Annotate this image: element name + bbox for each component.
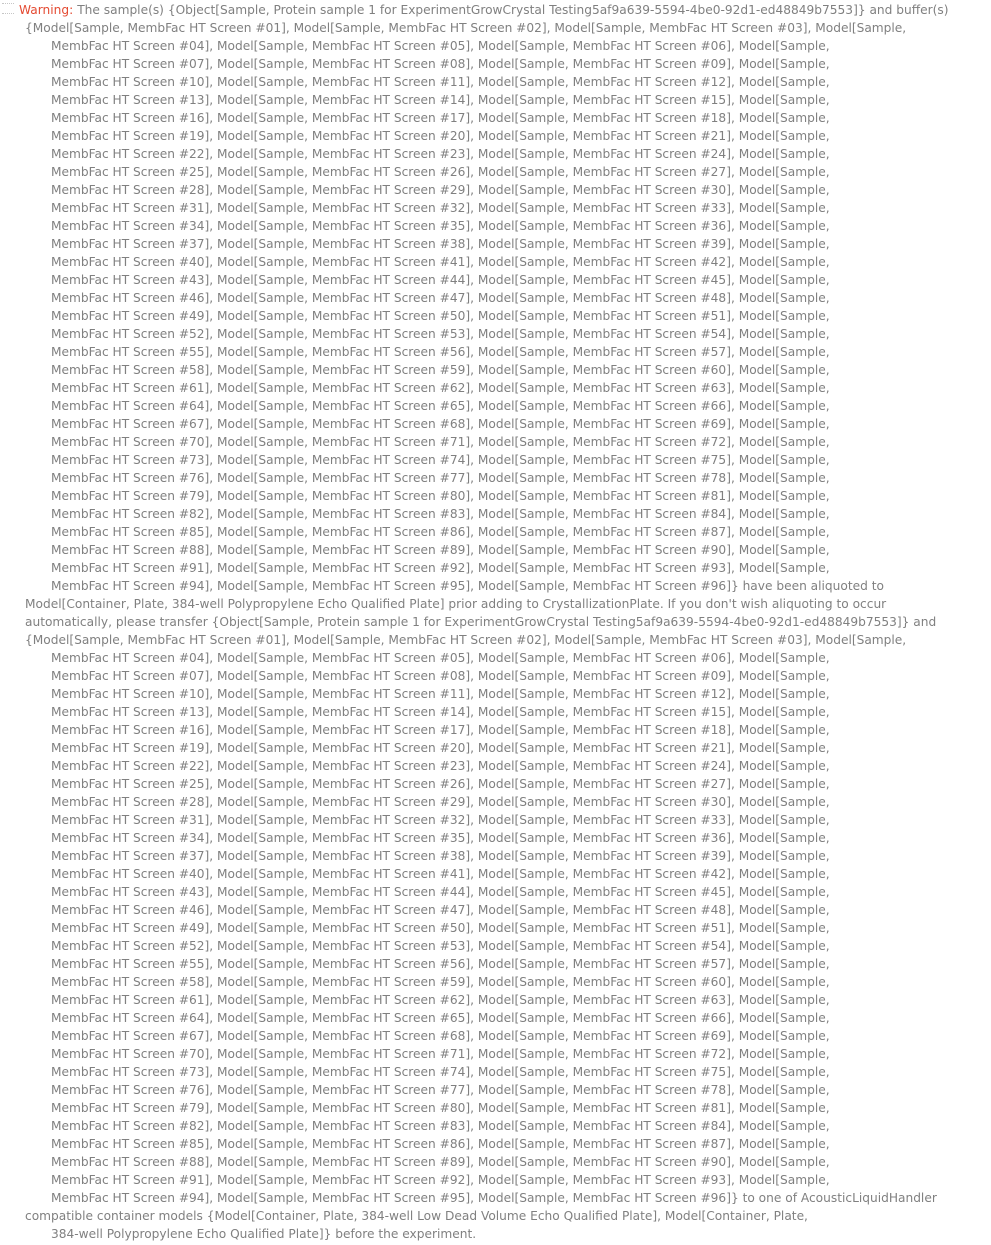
buffer-model-list: {Model[Sample, MembFac HT Screen #01], Model[Sample, MembFac HT Screen #02], Model[Sample, MembFac HT Screen #03], Model[Sample,	[25, 633, 907, 647]
buffer-model-list: MembFac HT Screen #22], Model[Sample, MembFac HT Screen #23], Model[Sample, MembFac HT Screen #24], Model[Sample,	[51, 759, 830, 773]
message-text: prior adding to CrystallizationPlate. If you don't wish aliquoting to occur	[444, 597, 887, 611]
buffer-models-line	[51, 1027, 830, 1045]
buffer-models-line	[51, 1063, 830, 1081]
message-line	[25, 1207, 808, 1225]
buffer-models-line	[51, 847, 830, 865]
buffer-models-line	[51, 1117, 830, 1135]
buffer-model-list: MembFac HT Screen #37], Model[Sample, MembFac HT Screen #38], Model[Sample, MembFac HT Screen #39], Model[Sample,	[51, 237, 830, 251]
buffer-model-list: MembFac HT Screen #19], Model[Sample, MembFac HT Screen #20], Model[Sample, MembFac HT Screen #21], Model[Sample,	[51, 129, 830, 143]
buffer-models-line	[51, 865, 830, 883]
buffer-model-list: MembFac HT Screen #91], Model[Sample, MembFac HT Screen #92], Model[Sample, MembFac HT Screen #93], Model[Sample,	[51, 561, 830, 575]
buffer-model-list: MembFac HT Screen #79], Model[Sample, MembFac HT Screen #80], Model[Sample, MembFac HT Screen #81], Model[Sample,	[51, 489, 830, 503]
buffer-model-list: MembFac HT Screen #13], Model[Sample, MembFac HT Screen #14], Model[Sample, MembFac HT Screen #15], Model[Sample,	[51, 93, 830, 107]
buffer-models-line	[51, 361, 830, 379]
buffer-models-line	[51, 739, 830, 757]
buffer-model-list: MembFac HT Screen #52], Model[Sample, MembFac HT Screen #53], Model[Sample, MembFac HT Screen #54], Model[Sample,	[51, 939, 830, 953]
buffer-models-line	[51, 217, 830, 235]
buffer-models-line	[51, 1009, 830, 1027]
buffer-models-line	[51, 721, 830, 739]
buffer-models-line	[51, 973, 830, 991]
buffer-models-line	[51, 757, 830, 775]
buffer-model-list: MembFac HT Screen #43], Model[Sample, MembFac HT Screen #44], Model[Sample, MembFac HT Screen #45], Model[Sample,	[51, 273, 830, 287]
message-text: automatically, please transfer	[25, 615, 212, 629]
compatible-container-models: {Model[Container, Plate, 384-well Low Dead Volume Echo Qualified Plate], Model[Container, Plate,	[206, 1209, 808, 1223]
buffer-models-line	[51, 703, 830, 721]
message-line	[25, 595, 886, 613]
buffer-model-list: MembFac HT Screen #61], Model[Sample, MembFac HT Screen #62], Model[Sample, MembFac HT Screen #63], Model[Sample,	[51, 993, 830, 1007]
buffer-model-list: MembFac HT Screen #94], Model[Sample, MembFac HT Screen #95], Model[Sample, MembFac HT Screen #96]}	[51, 579, 739, 593]
buffer-models-line	[51, 235, 830, 253]
buffer-model-list: MembFac HT Screen #61], Model[Sample, MembFac HT Screen #62], Model[Sample, MembFac HT Screen #63], Model[Sample,	[51, 381, 830, 395]
buffer-model-list: MembFac HT Screen #10], Model[Sample, MembFac HT Screen #11], Model[Sample, MembFac HT Screen #12], Model[Sample,	[51, 75, 830, 89]
buffer-model-list: MembFac HT Screen #25], Model[Sample, MembFac HT Screen #26], Model[Sample, MembFac HT Screen #27], Model[Sample,	[51, 165, 830, 179]
buffer-models-line	[51, 415, 830, 433]
buffer-model-list: MembFac HT Screen #28], Model[Sample, MembFac HT Screen #29], Model[Sample, MembFac HT Screen #30], Model[Sample,	[51, 183, 830, 197]
buffer-models-line	[51, 487, 830, 505]
buffer-models-line	[51, 811, 830, 829]
buffer-models-line	[25, 19, 906, 37]
buffer-model-list: MembFac HT Screen #07], Model[Sample, MembFac HT Screen #08], Model[Sample, MembFac HT Screen #09], Model[Sample,	[51, 57, 830, 71]
buffer-model-list: MembFac HT Screen #22], Model[Sample, MembFac HT Screen #23], Model[Sample, MembFac HT Screen #24], Model[Sample,	[51, 147, 830, 161]
buffer-model-list: MembFac HT Screen #37], Model[Sample, MembFac HT Screen #38], Model[Sample, MembFac HT Screen #39], Model[Sample,	[51, 849, 830, 863]
buffer-models-line	[51, 937, 830, 955]
buffer-models-line	[51, 181, 830, 199]
buffer-models-line	[51, 523, 830, 541]
aliquot-container-model: Model[Container, Plate, 384-well Polypropylene Echo Qualified Plate]	[25, 597, 445, 611]
buffer-models-line	[51, 271, 830, 289]
buffer-model-list: MembFac HT Screen #64], Model[Sample, MembFac HT Screen #65], Model[Sample, MembFac HT Screen #66], Model[Sample,	[51, 399, 830, 413]
buffer-models-line	[51, 919, 830, 937]
buffer-model-list: MembFac HT Screen #64], Model[Sample, MembFac HT Screen #65], Model[Sample, MembFac HT Screen #66], Model[Sample,	[51, 1011, 830, 1025]
buffer-model-list: MembFac HT Screen #49], Model[Sample, MembFac HT Screen #50], Model[Sample, MembFac HT Screen #51], Model[Sample,	[51, 921, 830, 935]
buffer-model-list: MembFac HT Screen #31], Model[Sample, MembFac HT Screen #32], Model[Sample, MembFac HT Screen #33], Model[Sample,	[51, 813, 830, 827]
buffer-model-list: MembFac HT Screen #88], Model[Sample, MembFac HT Screen #89], Model[Sample, MembFac HT Screen #90], Model[Sample,	[51, 1155, 830, 1169]
buffer-models-line	[25, 631, 906, 649]
protein-sample-object: {Object[Sample, Protein sample 1 for ExperimentGrowCrystal Testing5af9a639-5594-4be0-92d1-ed48849b7553]}	[211, 615, 910, 629]
buffer-models-line	[51, 1153, 830, 1171]
buffer-models-line	[51, 883, 830, 901]
buffer-models-line	[51, 775, 830, 793]
message-text: compatible container models	[25, 1209, 207, 1223]
buffer-models-line	[51, 1135, 830, 1153]
buffer-model-list: MembFac HT Screen #49], Model[Sample, MembFac HT Screen #50], Model[Sample, MembFac HT Screen #51], Model[Sample,	[51, 309, 830, 323]
buffer-model-list: MembFac HT Screen #40], Model[Sample, MembFac HT Screen #41], Model[Sample, MembFac HT Screen #42], Model[Sample,	[51, 255, 830, 269]
buffer-model-list: MembFac HT Screen #16], Model[Sample, MembFac HT Screen #17], Model[Sample, MembFac HT Screen #18], Model[Sample,	[51, 111, 830, 125]
buffer-models-line	[51, 91, 830, 109]
buffer-models-line	[51, 955, 830, 973]
compatible-container-models: 384-well Polypropylene Echo Qualified Plate]}	[51, 1227, 332, 1241]
buffer-model-list: MembFac HT Screen #70], Model[Sample, MembFac HT Screen #71], Model[Sample, MembFac HT Screen #72], Model[Sample,	[51, 1047, 830, 1061]
buffer-models-line	[51, 901, 830, 919]
buffer-model-list: MembFac HT Screen #67], Model[Sample, MembFac HT Screen #68], Model[Sample, MembFac HT Screen #69], Model[Sample,	[51, 417, 830, 431]
buffer-models-line	[51, 1045, 830, 1063]
buffer-model-list: MembFac HT Screen #58], Model[Sample, MembFac HT Screen #59], Model[Sample, MembFac HT Screen #60], Model[Sample,	[51, 363, 830, 377]
buffer-model-list: MembFac HT Screen #52], Model[Sample, MembFac HT Screen #53], Model[Sample, MembFac HT Screen #54], Model[Sample,	[51, 327, 830, 341]
buffer-model-list: MembFac HT Screen #40], Model[Sample, MembFac HT Screen #41], Model[Sample, MembFac HT Screen #42], Model[Sample,	[51, 867, 830, 881]
buffer-models-line	[51, 253, 830, 271]
buffer-model-list: MembFac HT Screen #79], Model[Sample, MembFac HT Screen #80], Model[Sample, MembFac HT Screen #81], Model[Sample,	[51, 1101, 830, 1115]
message-text: to one of AcousticLiquidHandler	[738, 1191, 937, 1205]
warning-label: Warning:	[19, 3, 74, 17]
buffer-models-line	[51, 793, 830, 811]
buffer-model-list: MembFac HT Screen #07], Model[Sample, MembFac HT Screen #08], Model[Sample, MembFac HT Screen #09], Model[Sample,	[51, 669, 830, 683]
message-text: have been aliquoted to	[738, 579, 884, 593]
buffer-model-list: MembFac HT Screen #88], Model[Sample, MembFac HT Screen #89], Model[Sample, MembFac HT Screen #90], Model[Sample,	[51, 543, 830, 557]
buffer-model-list: MembFac HT Screen #31], Model[Sample, MembFac HT Screen #32], Model[Sample, MembFac HT Screen #33], Model[Sample,	[51, 201, 830, 215]
buffer-models-line	[51, 685, 830, 703]
buffer-model-list: MembFac HT Screen #85], Model[Sample, MembFac HT Screen #86], Model[Sample, MembFac HT Screen #87], Model[Sample,	[51, 525, 830, 539]
buffer-model-list: MembFac HT Screen #46], Model[Sample, MembFac HT Screen #47], Model[Sample, MembFac HT Screen #48], Model[Sample,	[51, 903, 830, 917]
buffer-model-list: MembFac HT Screen #25], Model[Sample, MembFac HT Screen #26], Model[Sample, MembFac HT Screen #27], Model[Sample,	[51, 777, 830, 791]
buffer-models-line	[51, 829, 830, 847]
buffer-model-list: MembFac HT Screen #34], Model[Sample, MembFac HT Screen #35], Model[Sample, MembFac HT Screen #36], Model[Sample,	[51, 219, 830, 233]
message-text: and	[909, 615, 937, 629]
buffer-model-list: MembFac HT Screen #34], Model[Sample, MembFac HT Screen #35], Model[Sample, MembFac HT Screen #36], Model[Sample,	[51, 831, 830, 845]
buffer-model-list: MembFac HT Screen #28], Model[Sample, MembFac HT Screen #29], Model[Sample, MembFac HT Screen #30], Model[Sample,	[51, 795, 830, 809]
buffer-model-list: MembFac HT Screen #19], Model[Sample, MembFac HT Screen #20], Model[Sample, MembFac HT Screen #21], Model[Sample,	[51, 741, 830, 755]
buffer-model-list: {Model[Sample, MembFac HT Screen #01], Model[Sample, MembFac HT Screen #02], Model[Sample, MembFac HT Screen #03], Model[Sample,	[25, 21, 907, 35]
buffer-model-list: MembFac HT Screen #04], Model[Sample, MembFac HT Screen #05], Model[Sample, MembFac HT Screen #06], Model[Sample,	[51, 39, 830, 53]
buffer-models-line	[51, 577, 884, 595]
buffer-models-line	[51, 73, 830, 91]
buffer-model-list: MembFac HT Screen #46], Model[Sample, MembFac HT Screen #47], Model[Sample, MembFac HT Screen #48], Model[Sample,	[51, 291, 830, 305]
buffer-models-line	[51, 109, 830, 127]
buffer-models-line	[51, 559, 830, 577]
buffer-models-line	[51, 1189, 937, 1207]
buffer-models-line	[51, 289, 830, 307]
buffer-model-list: MembFac HT Screen #94], Model[Sample, MembFac HT Screen #95], Model[Sample, MembFac HT Screen #96]}	[51, 1191, 739, 1205]
buffer-model-list: MembFac HT Screen #76], Model[Sample, MembFac HT Screen #77], Model[Sample, MembFac HT Screen #78], Model[Sample,	[51, 471, 830, 485]
buffer-model-list: MembFac HT Screen #43], Model[Sample, MembFac HT Screen #44], Model[Sample, MembFac HT Screen #45], Model[Sample,	[51, 885, 830, 899]
buffer-models-line	[51, 1099, 830, 1117]
buffer-model-list: MembFac HT Screen #82], Model[Sample, MembFac HT Screen #83], Model[Sample, MembFac HT Screen #84], Model[Sample,	[51, 1119, 830, 1133]
message-line	[25, 613, 936, 631]
buffer-model-list: MembFac HT Screen #10], Model[Sample, MembFac HT Screen #11], Model[Sample, MembFac HT Screen #12], Model[Sample,	[51, 687, 830, 701]
buffer-models-line	[51, 667, 830, 685]
buffer-model-list: MembFac HT Screen #76], Model[Sample, MembFac HT Screen #77], Model[Sample, MembFac HT Screen #78], Model[Sample,	[51, 1083, 830, 1097]
message-text: and buffer(s)	[865, 3, 949, 17]
buffer-models-line	[51, 451, 830, 469]
buffer-models-line	[51, 127, 830, 145]
buffer-models-line	[51, 37, 830, 55]
buffer-models-line	[51, 343, 830, 361]
buffer-models-line	[51, 163, 830, 181]
buffer-models-line	[51, 505, 830, 523]
buffer-model-list: MembFac HT Screen #70], Model[Sample, MembFac HT Screen #71], Model[Sample, MembFac HT Screen #72], Model[Sample,	[51, 435, 830, 449]
buffer-models-line	[51, 649, 830, 667]
buffer-model-list: MembFac HT Screen #55], Model[Sample, MembFac HT Screen #56], Model[Sample, MembFac HT Screen #57], Model[Sample,	[51, 957, 830, 971]
buffer-model-list: MembFac HT Screen #16], Model[Sample, MembFac HT Screen #17], Model[Sample, MembFac HT Screen #18], Model[Sample,	[51, 723, 830, 737]
buffer-models-line	[51, 541, 830, 559]
buffer-models-line	[51, 1171, 830, 1189]
buffer-model-list: MembFac HT Screen #73], Model[Sample, MembFac HT Screen #74], Model[Sample, MembFac HT Screen #75], Model[Sample,	[51, 1065, 830, 1079]
buffer-models-line	[51, 433, 830, 451]
buffer-model-list: MembFac HT Screen #85], Model[Sample, MembFac HT Screen #86], Model[Sample, MembFac HT Screen #87], Model[Sample,	[51, 1137, 830, 1151]
buffer-model-list: MembFac HT Screen #04], Model[Sample, MembFac HT Screen #05], Model[Sample, MembFac HT Screen #06], Model[Sample,	[51, 651, 830, 665]
buffer-models-line	[51, 145, 830, 163]
buffer-model-list: MembFac HT Screen #91], Model[Sample, MembFac HT Screen #92], Model[Sample, MembFac HT Screen #93], Model[Sample,	[51, 1173, 830, 1187]
buffer-models-line	[51, 379, 830, 397]
buffer-model-list: MembFac HT Screen #55], Model[Sample, MembFac HT Screen #56], Model[Sample, MembFac HT Screen #57], Model[Sample,	[51, 345, 830, 359]
buffer-models-line	[51, 469, 830, 487]
buffer-models-line	[51, 199, 830, 217]
buffer-models-line	[51, 1081, 830, 1099]
buffer-model-list: MembFac HT Screen #58], Model[Sample, MembFac HT Screen #59], Model[Sample, MembFac HT Screen #60], Model[Sample,	[51, 975, 830, 989]
buffer-models-line	[51, 307, 830, 325]
buffer-model-list: MembFac HT Screen #73], Model[Sample, MembFac HT Screen #74], Model[Sample, MembFac HT Screen #75], Model[Sample,	[51, 453, 830, 467]
cell-bracket-icon	[2, 3, 14, 14]
message-text: The sample(s)	[77, 3, 168, 17]
protein-sample-object: {Object[Sample, Protein sample 1 for ExperimentGrowCrystal Testing5af9a639-5594-4be0-92d1-ed48849b7553]}	[167, 3, 866, 17]
buffer-models-line	[51, 397, 830, 415]
message-line	[51, 1225, 476, 1243]
buffer-models-line	[51, 991, 830, 1009]
buffer-models-line	[51, 55, 830, 73]
message-line	[19, 1, 948, 19]
message-text: before the experiment.	[331, 1227, 477, 1241]
buffer-model-list: MembFac HT Screen #82], Model[Sample, MembFac HT Screen #83], Model[Sample, MembFac HT Screen #84], Model[Sample,	[51, 507, 830, 521]
buffer-model-list: MembFac HT Screen #13], Model[Sample, MembFac HT Screen #14], Model[Sample, MembFac HT Screen #15], Model[Sample,	[51, 705, 830, 719]
buffer-models-line	[51, 325, 830, 343]
buffer-model-list: MembFac HT Screen #67], Model[Sample, MembFac HT Screen #68], Model[Sample, MembFac HT Screen #69], Model[Sample,	[51, 1029, 830, 1043]
